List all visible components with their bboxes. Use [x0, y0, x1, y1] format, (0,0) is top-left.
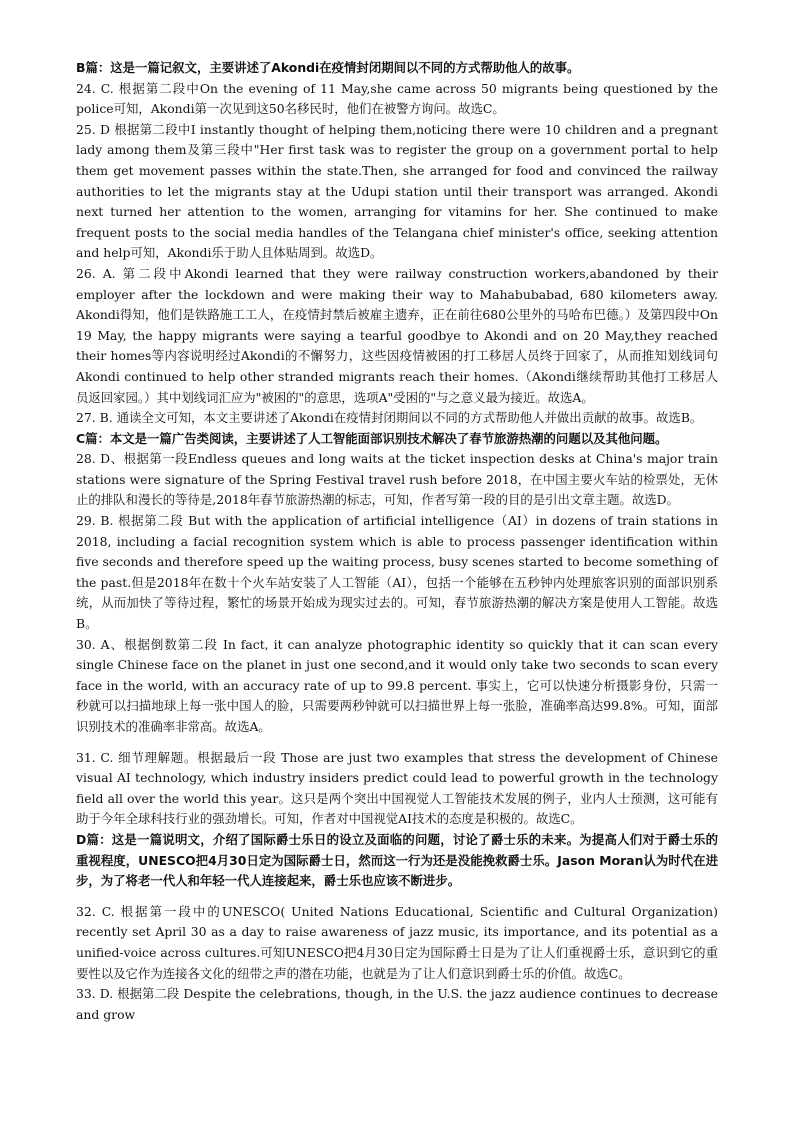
- section-b-heading: B篇：这是一篇记叙文，主要讲述了Akondi在疫情封闭期间以不同的方式帮助他人的故事。: [76, 60, 580, 75]
- answer-28: 28. D、根据第一段Endless queues and long waits at the ticket inspection desks at China's major train stations were signature of the Spring Festival travel rush before 2018，在中国主要火车站的检票处，无休止的排队和漫长的等待是,2018年春节旅游热潮的标志，可知，作者写第一段的目的是引出文章主题。故选D。: [76, 451, 718, 508]
- answer-32: 32. C. 根据第一段中的UNESCO( United Nations Educational, Scientific and Cultural Organization) recently set April 30 as a day to raise awareness of jazz music, its importance, and its potential as a unified-voice across cultures.可知UNESCO把4月30日定为国际爵士日是为了让人们重视爵士乐，意识到它的重要性以及它作为连接各文化的纽带之声的潜在功能，也就是为了让人们意识到爵士乐的价值。故选C。: [76, 903, 718, 981]
- paragraph-gap: [76, 892, 718, 902]
- answer-30: 30. A、根据倒数第二段 In fact, it can analyze photographic identity so quickly that it can scan every single Chinese face on the planet in just one second,and it would only take two seconds to scan every face in the world, with an accuracy rate of up to 99.8 percent. 事实上，它可以快速分析摄影身份，只需一秒就可以扫描地球上每一张中国人的脸，只需要两秒钟就可以扫描世界上每一张脸，准确率高达99.8%。可知，面部识别技术的准确率非常高。故选A。: [76, 636, 718, 734]
- section-d-heading: D篇：这是一篇说明文，介绍了国际爵士乐日的设立及面临的问题，讨论了爵士乐的未来。为提高人们对于爵士乐的重视程度，UNESCO把4月30日定为国际爵士日，然而这一行为还是没能挽救爵士乐。Jason Moran认为时代在进步，为了将老一代人和年轻一代人连接起来，爵士乐也应该不断进步。: [76, 831, 718, 889]
- answer-key-content: [76, 58, 718, 1025]
- answer-27: 27. B. 通读全文可知，本文主要讲述了Akondi在疫情封闭期间以不同的方式帮助他人并做出贡献的故事。故选B。: [76, 410, 703, 426]
- answer-25: 25. D 根据第二段中I instantly thought of helping them,noticing there were 10 children and a pregnant lady among them及第三段中"Her first task was to register the group on a government portal to help them get movement passes within the state.Then, she arranged for food and convinced the railway authorities to let the migrants stay at the Udupi station until their transport was arranged. Akondi next turned her attention to the women, arranging for vitamins for her. She continued to make frequent posts to the social media handles of the Telangana chief minister's office, seeking attention and help可知，Akondi乐于助人且体贴周到。故选D。: [76, 121, 718, 261]
- answer-33: 33. D. 根据第二段 Despite the celebrations, though, in the U.S. the jazz audience continues to decrease and grow: [76, 986, 718, 1022]
- answer-24: 24. C. 根据第二段中On the evening of 11 May,she came across 50 migrants being questioned by the police可知，Akondi第一次见到这50名移民时，他们在被警方询问。故选C。: [76, 80, 718, 117]
- answer-26: 26. A. 第二段中Akondi learned that they were railway construction workers,abandoned by their employer after the lockdown and were making their way to Mahabubabad, 680 kilometers away. Akondi得知，他们是铁路施工工人，在疫情封禁后被雇主遗弃，正在前往680公里外的马哈布巴德。）及第四段中On 19 May, the happy migrants were saying a tearful goodbye to Akondi and on 20 May,they reached their homes等内容说明经过Akondi的不懈努力，这些因疫情被困的打工移居人员终于回家了，从而推知划线词句Akondi continued to help other stranded migrants reach their homes.（Akondi继续帮助其他打工移居人员返回家园。）其中划线词汇应为"被困的"的意思，选项A"受困的"与之意义最为接近。故选A。: [76, 265, 718, 405]
- paragraph-gap: [76, 738, 718, 748]
- answer-29: 29. B. 根据第二段 But with the application of artificial intelligence（AI）in dozens of train stations in 2018, including a facial recognition system which is able to process passenger identification within five seconds and therefore speed up the waiting process, busy scenes started to become something of the past.但是2018年在数十个火车站安装了人工智能（AI），包括一个能够在五秒钟内处理旅客识别的面部识别系统，从而加快了等待过程，繁忙的场景开始成为现实过去的。可知，春节旅游热潮的解决方案是使用人工智能。故选B。: [76, 513, 718, 632]
- section-c-heading: C篇：本文是一篇广告类阅读，主要讲述了人工智能面部识别技术解决了春节旅游热潮的问题以及其他问题。: [76, 430, 668, 446]
- answer-31: 31. C. 细节理解题。根据最后一段 Those are just two examples that stress the development of Chinese visual AI technology, which industry insiders predict could lead to powerful growth in the technology field all over the world this year。这只是两个突出中国视觉人工智能技术发展的例子，业内人士预测，这可能有助于今年全球科技行业的强劲增长。可知，作者对中国视觉AI技术的态度是积极的。故选C。: [76, 749, 718, 827]
